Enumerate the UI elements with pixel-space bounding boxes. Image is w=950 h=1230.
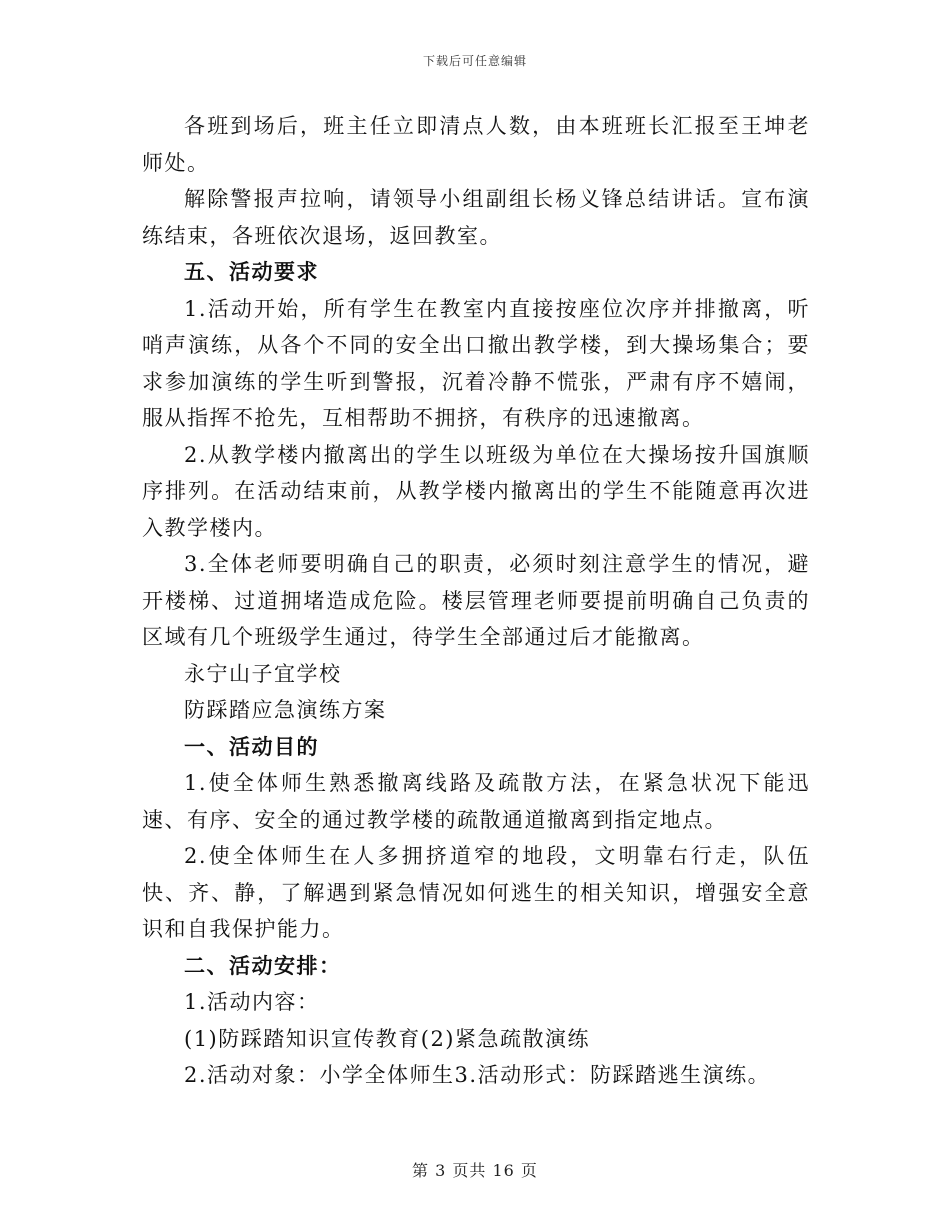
paragraph-2: 解除警报声拉响，请领导小组副组长杨义锋总结讲话。宣布演练结束，各班依次退场，返回教室。 <box>142 187 810 248</box>
section-heading-5: 五、活动要求 <box>184 259 319 284</box>
paragraph-1: 各班到场后，班主任立即清点人数，由本班班长汇报至王坤老师处。 <box>142 114 810 175</box>
requirement-item-2: 2.从教学楼内撤离出的学生以班级为单位在大操场按升国旗顺序排列。在活动结束前，从教学楼内撤离出的学生不能随意再次进入教学楼内。 <box>142 442 810 540</box>
arrangement-subitems: (1)防踩踏知识宣传教育(2)紧急疏散演练 <box>184 1026 590 1051</box>
requirement-item-1: 1.活动开始，所有学生在教室内直接按座位次序并排撤离，听哨声演练，从各个不同的安全出口撤出教学楼，到大操场集合；要求参加演练的学生听到警报，沉着冷静不慌张，严肃有序不嬉闹，服从指挥不抢先，互相帮助不拥挤，有秩序的迅速撤离。 <box>142 296 810 430</box>
school-name: 永宁山子宜学校 <box>184 661 342 686</box>
arrangement-item-2: 2.活动对象：小学全体师生3.活动形式：防踩踏逃生演练。 <box>184 1063 771 1087</box>
page-header: 下载后可任意编辑 <box>422 54 527 68</box>
arrangement-item-1: 1.活动内容： <box>184 990 320 1014</box>
section-heading-2: 二、活动安排： <box>184 952 342 978</box>
document-title: 防踩踏应急演练方案 <box>184 698 387 722</box>
page-footer: 第 3 页共 16 页 <box>412 1161 538 1180</box>
requirement-item-3: 3.全体老师要明确自己的职责，必须时刻注意学生的情况，避开楼梯、过道拥堵造成危险。楼层管理老师要提前明确自己负责的区域有几个班级学生通过，待学生全部通过后才能撤离。 <box>142 552 810 649</box>
purpose-item-1: 1.使全体师生熟悉撤离线路及疏散方法，在紧急状况下能迅速、有序、安全的通过教学楼的疏散通道撤离到指定地点。 <box>142 771 810 832</box>
document-body <box>142 108 810 1094</box>
purpose-item-2: 2.使全体师生在人多拥挤道窄的地段，文明靠右行走，队伍快、齐、静，了解遇到紧急情况如何逃生的相关知识，增强安全意识和自我保护能力。 <box>142 844 810 941</box>
section-heading-1: 一、活动目的 <box>184 733 319 759</box>
